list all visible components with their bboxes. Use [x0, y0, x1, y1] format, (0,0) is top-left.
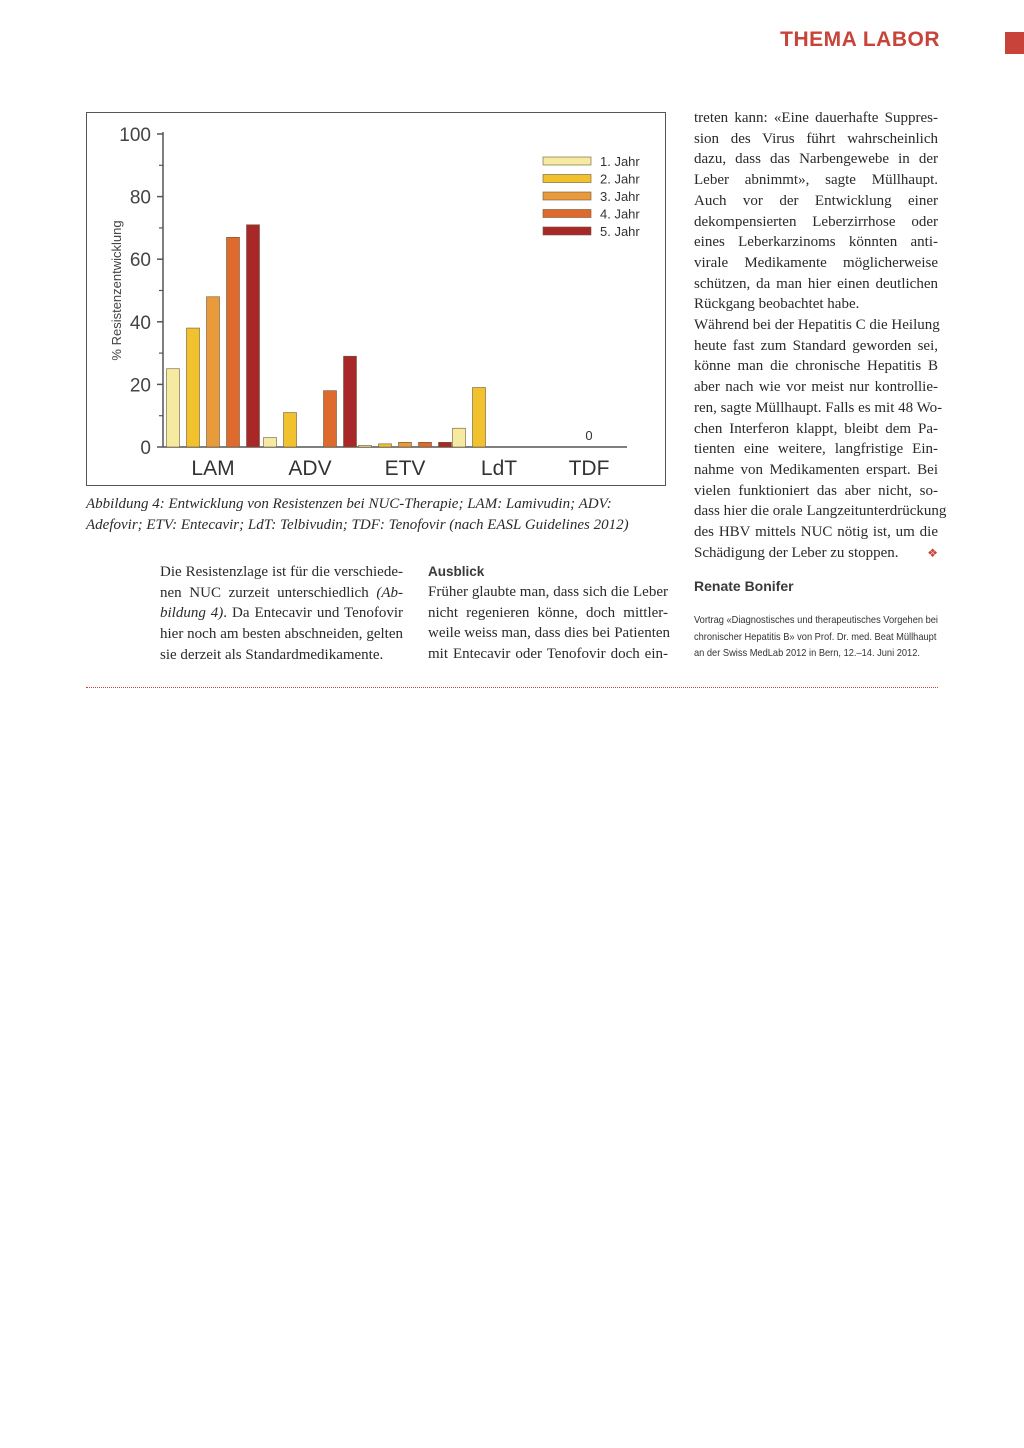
- text-line: sie derzeit als Standardmedikamente.: [160, 646, 384, 663]
- x-tick-label: ETV: [384, 457, 426, 480]
- text-column-1: [160, 562, 403, 666]
- bar-ETV-4: [419, 442, 432, 447]
- legend-label: 3. Jahr: [600, 189, 640, 204]
- text-line: dass hier die orale Langzeitunterdrückung: [694, 503, 947, 520]
- x-tick-label: ADV: [288, 457, 332, 480]
- y-tick-label: 20: [129, 375, 151, 397]
- text-line: Die Resistenzlage ist für die verschiede-: [160, 564, 403, 580]
- section-marker: [1005, 32, 1024, 54]
- text-line: des HBV mittels NUC nötig ist, um die: [694, 524, 938, 541]
- text-line: Rückgang beobachtet habe.: [694, 296, 860, 313]
- bar-LdT-2: [473, 388, 486, 447]
- bar-LAM-1: [167, 369, 180, 447]
- text-line: schützen, da man hier einen deutlichen: [694, 275, 938, 292]
- text-line: aber nach wie vor meist nur kontrollie-: [694, 379, 938, 396]
- x-tick-label: LdT: [480, 457, 518, 480]
- text-line: Leber abnimmt», sagte Müllhaupt.: [694, 172, 938, 189]
- resistance-bar-chart: [87, 113, 665, 485]
- text-line: Schädigung der Leber zu stoppen. ❖: [694, 543, 938, 564]
- text-column-2: [428, 562, 671, 665]
- data-label: 0: [585, 428, 593, 443]
- y-tick-label: 100: [119, 125, 151, 146]
- text-line: chen Interferon klappt, bleibt dem Pa-: [694, 420, 938, 437]
- bar-ETV-3: [399, 442, 412, 447]
- text-line: Auch vor der Entwicklung einer: [694, 192, 938, 209]
- bar-LAM-3: [207, 297, 220, 447]
- legend-swatch: [543, 210, 591, 218]
- bar-ADV-4: [324, 391, 337, 447]
- text-column-3: [694, 108, 947, 563]
- text-line: nen NUC zurzeit unterschiedlich (Ab-: [160, 584, 403, 601]
- bar-ETV-1: [359, 445, 372, 447]
- figure-caption: [86, 494, 666, 536]
- bar-LAM-5: [247, 225, 260, 447]
- author-name: Renate Bonifer: [694, 578, 794, 594]
- text-line: mit Entecavir oder Tenofovir doch ein-: [428, 646, 668, 663]
- y-tick-label: 80: [129, 187, 151, 209]
- text-line: könne man die chronische Hepatitis B: [694, 358, 938, 375]
- x-tick-label: LAM: [191, 457, 235, 480]
- y-tick-label: 0: [140, 438, 151, 459]
- figure-resistance-chart: [86, 112, 666, 486]
- bar-ADV-2: [284, 413, 297, 447]
- y-axis-label: % Resistenzentwicklung: [109, 220, 124, 361]
- legend-label: 5. Jahr: [600, 224, 640, 239]
- end-of-article-mark: ❖: [927, 545, 938, 560]
- figure-reference: bildung 4): [160, 605, 224, 622]
- caption-line: Adefovir; ETV: Entecavir; LdT: Telbivudin; TDF: Tenofovir (nach EASL Guidelines 2012): [86, 517, 629, 533]
- text-line: hier noch am besten abschneiden, gelten: [160, 626, 403, 643]
- text-line: tienten eine weitere, langfristige Ein-: [694, 441, 938, 458]
- y-tick-label: 40: [129, 312, 151, 334]
- text-line: dekompensierten Leberzirrhose oder: [694, 213, 938, 230]
- text-line: sion des Virus führt wahrscheinlich: [694, 130, 938, 147]
- bar-ETV-5: [439, 442, 452, 447]
- text-line: Früher glaubte man, dass sich die Leber: [428, 584, 668, 600]
- section-heading: Ausblick: [428, 564, 485, 579]
- bar-ADV-1: [264, 438, 277, 447]
- section-divider: [86, 687, 938, 688]
- legend-label: 2. Jahr: [600, 171, 640, 187]
- text-line: eines Leberkarzinoms könnten anti-: [694, 234, 938, 251]
- y-tick-label: 60: [129, 250, 151, 272]
- text-line: weile weiss man, dass dies bei Patienten: [428, 625, 671, 642]
- text-line: treten kann: «Eine dauerhafte Suppres-: [694, 110, 938, 126]
- legend-swatch: [543, 157, 591, 165]
- legend-swatch: [543, 227, 591, 235]
- caption-line: Abbildung 4: Entwicklung von Resistenzen bei NUC-Therapie; LAM: Lamivudin; ADV:: [86, 496, 612, 512]
- text-line: virale Medikamente möglicherweise: [694, 254, 938, 271]
- text-line: Während bei der Hepatitis C die Heilung: [694, 317, 940, 334]
- text-line: heute fast zum Standard geworden sei,: [694, 337, 938, 354]
- text-line: ren, sagte Müllhaupt. Falls es mit 48 Wo-: [694, 399, 943, 416]
- x-tick-label: TDF: [568, 457, 610, 480]
- bar-LdT-1: [453, 428, 466, 447]
- bar-LAM-4: [227, 237, 240, 447]
- bar-ADV-5: [344, 356, 357, 447]
- text-line: bildung 4). Da Entecavir und Tenofovir: [160, 605, 403, 622]
- text-line: vielen funktioniert das aber nicht, so-: [694, 482, 938, 499]
- text-line: dazu, dass das Narbengewebe in der: [694, 151, 938, 168]
- footnote-line: Vortrag «Diagnostisches und therapeutisches Vorgehen bei: [694, 615, 938, 626]
- bar-ETV-2: [379, 444, 392, 447]
- figure-reference: (Ab-: [376, 584, 403, 601]
- legend-swatch: [543, 175, 591, 183]
- talk-footnote: [694, 613, 938, 663]
- bar-LAM-2: [187, 328, 200, 447]
- section-title: THEMA LABOR: [780, 28, 940, 51]
- legend-label: 4. Jahr: [600, 206, 640, 222]
- text-line: nahme von Medikamenten erspart. Bei: [694, 461, 938, 478]
- footnote-line: an der Swiss MedLab 2012 in Bern, 12.–14. Juni 2012.: [694, 648, 920, 660]
- legend-swatch: [543, 192, 591, 200]
- text-line: nicht regenieren könne, doch mittler-: [428, 604, 668, 621]
- footnote-line: chronischer Hepatitis B» von Prof. Dr. med. Beat Müllhaupt: [694, 631, 937, 643]
- legend-label: 1. Jahr: [600, 154, 640, 169]
